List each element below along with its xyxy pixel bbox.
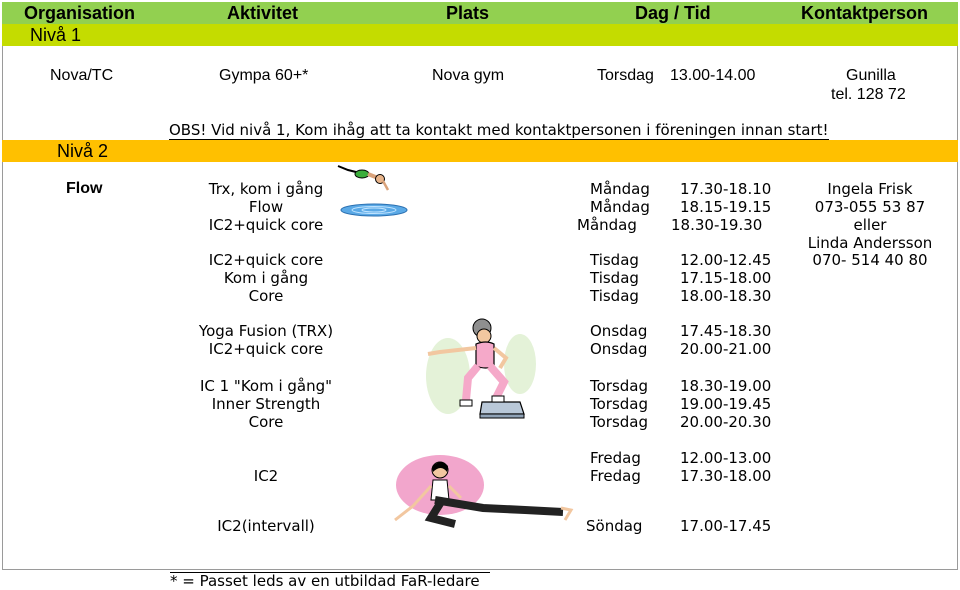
day-row-10: Torsdag xyxy=(590,395,649,413)
time-row-8: 20.00-21.00 xyxy=(680,340,772,358)
day-row-8: Onsdag xyxy=(590,340,648,358)
day-row-7: Onsdag xyxy=(590,322,648,340)
level1-section-bar xyxy=(2,24,958,46)
level1-time: 13.00-14.00 xyxy=(670,67,756,84)
level2-org: Flow xyxy=(66,180,103,197)
day-row-6: Tisdag xyxy=(590,287,639,305)
day-row-9: Torsdag xyxy=(590,377,649,395)
time-row-12: 12.00-13.00 xyxy=(680,449,772,467)
time-row-5: 17.15-18.00 xyxy=(680,269,772,287)
level1-activity: Gympa 60+* xyxy=(219,67,309,84)
level1-label: Nivå 1 xyxy=(30,25,82,45)
activity-row-11: Core xyxy=(248,413,284,431)
header-activity: Aktivitet xyxy=(227,3,299,23)
activity-row-6: Core xyxy=(248,287,284,305)
activity-row-2: Flow xyxy=(248,198,284,216)
contact-name-2: Linda Andersson xyxy=(807,234,933,252)
time-row-3: 18.30-19.30 xyxy=(671,216,763,234)
contact-phone-1: 073-055 53 87 xyxy=(814,198,926,216)
day-row-14: Söndag xyxy=(586,517,643,535)
day-row-1: Måndag xyxy=(590,180,650,198)
day-row-4: Tisdag xyxy=(590,251,639,269)
header-org: Organisation xyxy=(24,3,136,23)
contact-name-1: Ingela Frisk xyxy=(827,180,913,198)
day-row-13: Fredag xyxy=(590,467,641,485)
time-row-1: 17.30-18.10 xyxy=(680,180,772,198)
footnote-text: * = Passet leds av en utbildad FaR-ledare xyxy=(170,572,480,590)
level1-org: Nova/TC xyxy=(50,67,114,84)
header-place: Plats xyxy=(446,3,490,23)
header-day-time: Dag / Tid xyxy=(635,3,711,23)
day-row-12: Fredag xyxy=(590,449,641,467)
activity-row-12: IC2 xyxy=(253,467,279,485)
header-contact: Kontaktperson xyxy=(801,3,929,23)
activity-row-10: Inner Strength xyxy=(211,395,321,413)
activity-row-7: Yoga Fusion (TRX) xyxy=(198,322,334,340)
time-row-7: 17.45-18.30 xyxy=(680,322,772,340)
activity-row-8: IC2+quick core xyxy=(208,340,324,358)
contact-or: eller xyxy=(853,216,887,234)
time-row-11: 20.00-20.30 xyxy=(680,413,772,431)
activity-row-9: IC 1 "Kom i gång" xyxy=(199,377,333,395)
time-row-2: 18.15-19.15 xyxy=(680,198,772,216)
time-row-13: 17.30-18.00 xyxy=(680,467,772,485)
day-row-5: Tisdag xyxy=(590,269,639,287)
level2-section-bar xyxy=(2,140,958,162)
time-row-6: 18.00-18.30 xyxy=(680,287,772,305)
time-row-4: 12.00-12.45 xyxy=(680,251,772,269)
notice-text: OBS! Vid nivå 1, Kom ihåg att ta kontakt med kontaktpersonen i föreningen innan start! xyxy=(169,121,829,139)
level2-label: Nivå 2 xyxy=(57,141,109,161)
step-aerobics-icon xyxy=(420,314,555,424)
activity-row-14: IC2(intervall) xyxy=(217,517,315,535)
activity-row-3: IC2+quick core xyxy=(208,216,324,234)
level1-place: Nova gym xyxy=(432,67,505,84)
time-row-10: 19.00-19.45 xyxy=(680,395,772,413)
day-row-3: Måndag xyxy=(577,216,637,234)
activity-row-5: Kom i gång xyxy=(223,269,309,287)
time-row-9: 18.30-19.00 xyxy=(680,377,772,395)
day-row-2: Måndag xyxy=(590,198,650,216)
diver-icon xyxy=(334,160,414,220)
table-header xyxy=(2,2,958,25)
time-row-14: 17.00-17.45 xyxy=(680,517,772,535)
level1-day: Torsdag xyxy=(597,67,654,84)
day-row-11: Torsdag xyxy=(590,413,649,431)
activity-row-4: IC2+quick core xyxy=(208,251,324,269)
contact-phone-2: 070- 514 40 80 xyxy=(812,251,928,269)
activity-row-1: Trx, kom i gång xyxy=(208,180,324,198)
yoga-icon xyxy=(375,450,575,532)
level1-contact-name: Gunilla xyxy=(846,67,896,84)
level1-contact-phone: tel. 128 72 xyxy=(831,86,906,103)
